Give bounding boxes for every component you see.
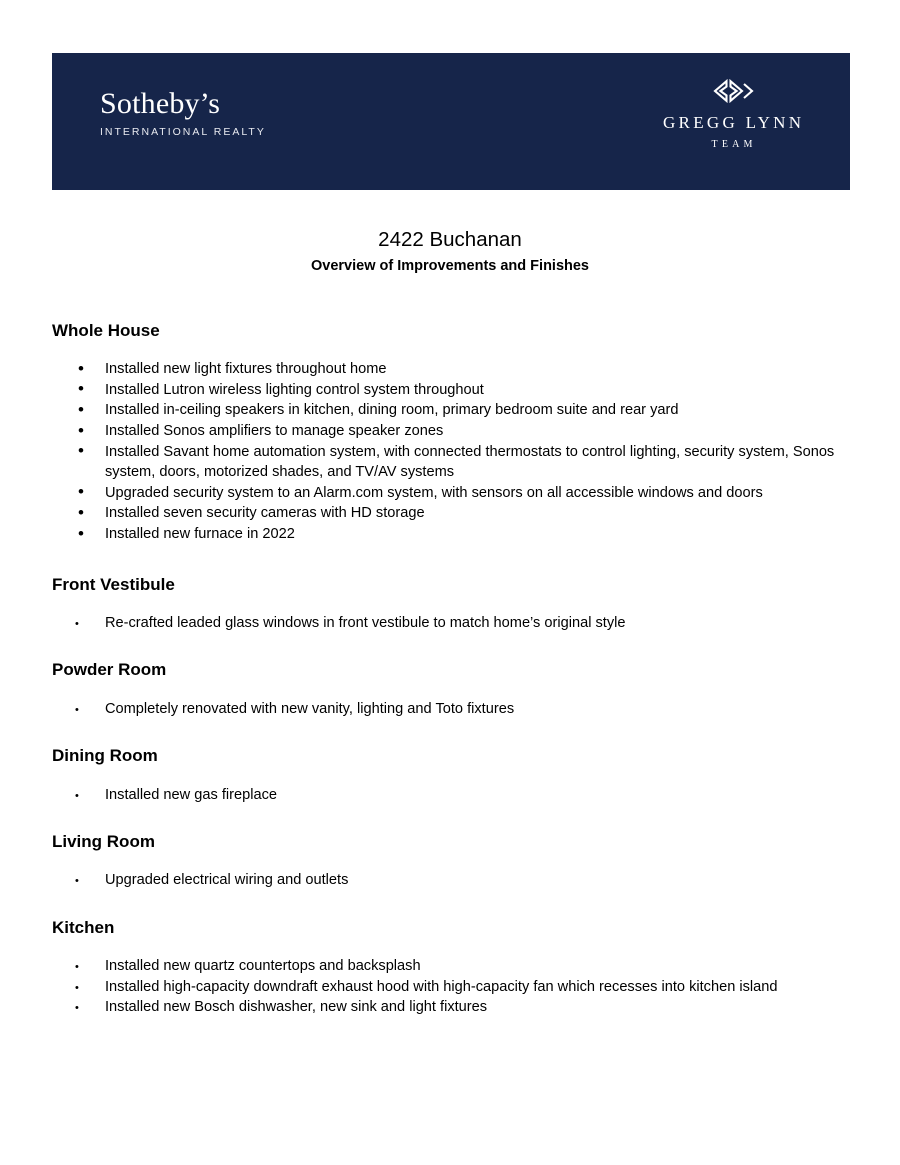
section-heading: Front Vestibule	[52, 574, 175, 594]
spacer	[52, 938, 852, 956]
sothebys-international-realty-logo	[100, 89, 266, 138]
bullet-list	[52, 699, 852, 720]
section	[52, 917, 852, 1044]
spacer	[52, 805, 852, 831]
list-item: • Installed new gas fireplace	[52, 785, 852, 806]
section-heading: Dining Room	[52, 746, 158, 766]
list-item: • Re-crafted leaded glass windows in front vestibule to match home’s original style	[52, 613, 852, 634]
list-item: • Installed high-capacity downdraft exhaust hood with high-capacity fan which recesses into kitchen island	[52, 977, 852, 998]
list-item: • Installed Sonos amplifiers to manage speaker zones	[52, 421, 852, 442]
list-item: • Installed seven security cameras with HD storage	[52, 503, 852, 524]
sothebys-subtitle: INTERNATIONAL REALTY	[100, 126, 266, 138]
section-heading: Kitchen	[52, 917, 115, 937]
spacer	[52, 891, 852, 917]
page-subtitle: Overview of Improvements and Finishes	[311, 258, 589, 274]
spacer	[52, 719, 852, 745]
gl-diamond-monogram-icon	[652, 76, 812, 106]
bullet-list	[52, 956, 852, 1018]
section-heading: Powder Room	[52, 660, 167, 680]
spacer	[52, 852, 852, 870]
list-item: • Installed new Bosch dishwasher, new sink and light fixtures	[52, 997, 852, 1018]
list-item: • Installed Savant home automation system, with connected thermostats to control lighting, security system, Sonos system, doors, motorized shades, and TV/AV systems	[52, 442, 852, 483]
gregg-lynn-name: GREGG LYNN	[662, 113, 805, 132]
spacer	[52, 767, 852, 785]
list-item: • Installed new quartz countertops and backsplash	[52, 956, 852, 977]
bullet-list	[52, 785, 852, 806]
spacer	[52, 341, 852, 359]
section	[52, 574, 852, 660]
list-item: • Installed new light fixtures throughout home	[52, 359, 852, 380]
spacer	[52, 1018, 852, 1044]
list-item: • Installed in-ceiling speakers in kitchen, dining room, primary bedroom suite and rear yard	[52, 400, 852, 421]
section	[52, 831, 852, 917]
spacer	[52, 633, 852, 659]
bullet-list	[52, 870, 852, 891]
bullet-list	[52, 613, 852, 634]
spacer	[52, 545, 852, 574]
spacer	[52, 681, 852, 699]
section	[52, 320, 852, 574]
list-item: • Upgraded electrical wiring and outlets	[52, 870, 852, 891]
spacer	[52, 595, 852, 613]
list-item: • Installed new furnace in 2022	[52, 524, 852, 545]
list-item: • Upgraded security system to an Alarm.com system, with sensors on all accessible windows and doors	[52, 483, 852, 504]
list-item: • Installed Lutron wireless lighting control system throughout	[52, 380, 852, 401]
gregg-lynn-team-label: TEAM	[711, 139, 757, 150]
header-banner	[52, 53, 850, 190]
section-heading: Living Room	[52, 832, 155, 852]
section	[52, 745, 852, 831]
sothebys-wordmark: Sotheby’s	[100, 87, 221, 120]
bullet-list	[52, 359, 852, 544]
document-body	[52, 320, 852, 1044]
list-item: • Completely renovated with new vanity, lighting and Toto fixtures	[52, 699, 852, 720]
section-heading: Whole House	[52, 321, 160, 340]
gregg-lynn-team-logo	[652, 76, 812, 150]
page-title: 2422 Buchanan	[378, 228, 522, 251]
section	[52, 659, 852, 745]
